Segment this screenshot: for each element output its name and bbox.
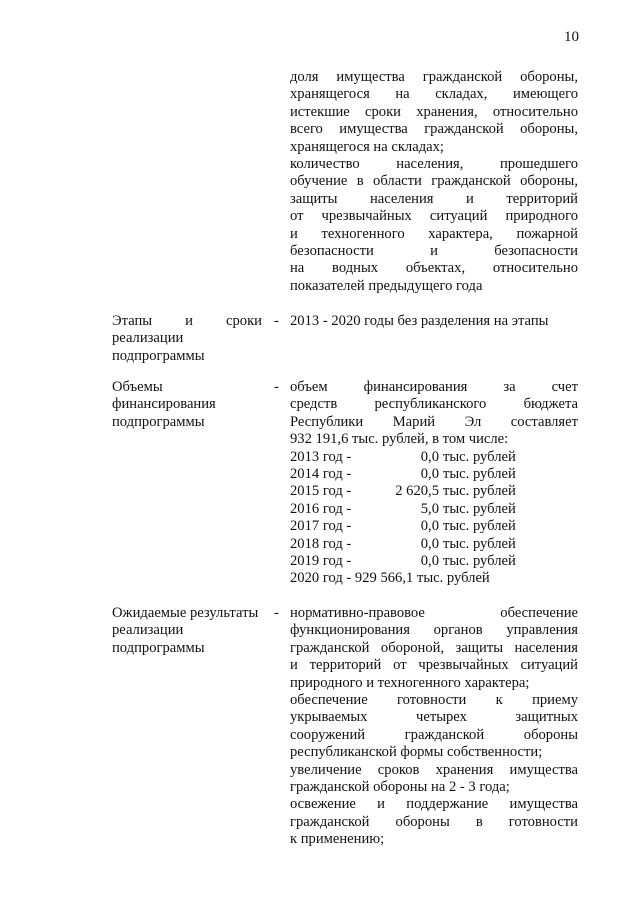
funding-row — [290, 518, 578, 535]
text-line: нормативно-правовое обеспечение — [290, 605, 578, 621]
text-line: на водных объектах, относительно — [290, 260, 578, 277]
funding-row — [290, 536, 578, 553]
paragraph — [290, 156, 578, 295]
text-line: всего имущества гражданской обороны, — [290, 121, 578, 138]
label-line: подпрограммы — [112, 347, 205, 364]
label-line: финансирования — [112, 396, 216, 413]
funding-unit: тыс. рублей — [443, 553, 516, 570]
text-line: показателей предыдущего года — [290, 277, 483, 294]
text-line: обеспечение готовности к приему — [290, 692, 578, 709]
funding-amount: 5,0 — [420, 500, 439, 517]
text-line: 2013 - 2020 годы без разделения на этапы — [290, 313, 549, 329]
text-line: укрываемых четырех защитных — [290, 709, 578, 726]
paragraph — [290, 692, 578, 762]
text-line: гражданской обороны в готовности — [290, 813, 578, 830]
stages-dash: - — [274, 313, 279, 329]
funding-unit: тыс. рублей — [443, 483, 516, 500]
results-value — [290, 605, 578, 849]
funding-row — [290, 553, 578, 570]
text-line: и территорий от чрезвычайных ситуаций — [290, 657, 578, 674]
funding-row — [290, 501, 578, 518]
text-line: безопасности и безопасности — [290, 243, 578, 260]
label-line: реализации — [112, 330, 184, 347]
results-dash: - — [274, 605, 279, 621]
funding-last-row: 2020 год - 929 566,1 тыс. рублей — [290, 570, 490, 587]
label-line: подпрограммы — [112, 413, 205, 430]
stages-label — [112, 313, 262, 365]
text-line: функционирования органов управления — [290, 622, 578, 639]
funding-value — [290, 379, 578, 588]
text-line: республиканской формы собственности; — [290, 744, 543, 761]
results-label — [112, 605, 262, 657]
funding-amount: 2 620,5 — [395, 483, 439, 500]
funding-amount: 0,0 — [420, 448, 439, 465]
text-line: к применению; — [290, 831, 385, 848]
paragraph — [290, 762, 578, 797]
funding-unit: тыс. рублей — [443, 466, 516, 483]
funding-unit: тыс. рублей — [443, 518, 516, 535]
text-line: количество населения, прошедшего — [290, 156, 578, 173]
text-line: объем финансирования за счет — [290, 379, 578, 395]
text-line: и техногенного характера, пожарной — [290, 225, 578, 242]
text-line: от чрезвычайных ситуаций природного — [290, 208, 578, 225]
text-line: сооружений гражданской обороны — [290, 726, 578, 743]
text-line: 932 191,6 тыс. рублей, в том числе: — [290, 431, 509, 448]
funding-year: 2014 год - — [290, 466, 352, 483]
text-line: обучение в области гражданской обороны, — [290, 173, 578, 190]
text-line: природного и техногенного характера; — [290, 674, 530, 691]
text-line: освежение и поддержание имущества — [290, 796, 578, 813]
funding-amount: 0,0 — [420, 466, 439, 483]
funding-amount: 0,0 — [420, 518, 439, 535]
funding-year: 2013 год - — [290, 448, 352, 465]
funding-unit: тыс. рублей — [443, 500, 516, 517]
funding-year: 2017 год - — [290, 518, 352, 535]
text-line: защиты населения и территорий — [290, 190, 578, 207]
funding-amount: 0,0 — [420, 553, 439, 570]
funding-year: 2019 год - — [290, 553, 352, 570]
label-line: реализации — [112, 622, 184, 639]
funding-year: 2016 год - — [290, 500, 352, 517]
funding-row — [290, 449, 578, 466]
label-line: Этапы и сроки — [112, 313, 262, 329]
text-line: средств республиканского бюджета — [290, 396, 578, 413]
text-line: Республики Марий Эл составляет — [290, 413, 578, 430]
funding-year: 2018 год - — [290, 535, 352, 552]
funding-dash: - — [274, 379, 279, 395]
funding-row-total — [290, 570, 578, 587]
text-line: гражданской обороной, защиты населения — [290, 639, 578, 656]
funding-row — [290, 466, 578, 483]
text-line: гражданской обороны на 2 - 3 года; — [290, 779, 510, 796]
funding-unit: тыс. рублей — [443, 448, 516, 465]
funding-unit: тыс. рублей — [443, 535, 516, 552]
funding-year: 2015 год - — [290, 483, 352, 500]
funding-label — [112, 379, 262, 431]
funding-row — [290, 483, 578, 500]
continuation-block — [290, 69, 578, 295]
stages-value — [290, 313, 578, 330]
text-line: хранящегося на складах, имеющего — [290, 86, 578, 103]
paragraph — [290, 605, 578, 692]
label-line: Ожидаемые результаты — [112, 605, 259, 621]
label-line: Объемы — [112, 379, 163, 395]
text-line: хранящегося на складах; — [290, 138, 444, 155]
text-line: доля имущества гражданской обороны, — [290, 69, 578, 85]
paragraph — [290, 796, 578, 848]
text-line: увеличение сроков хранения имущества — [290, 761, 578, 778]
page-number: 10 — [564, 29, 579, 45]
paragraph — [290, 69, 578, 156]
label-line: подпрограммы — [112, 639, 205, 656]
funding-amount: 0,0 — [420, 535, 439, 552]
text-line: истекшие сроки хранения, относительно — [290, 103, 578, 120]
